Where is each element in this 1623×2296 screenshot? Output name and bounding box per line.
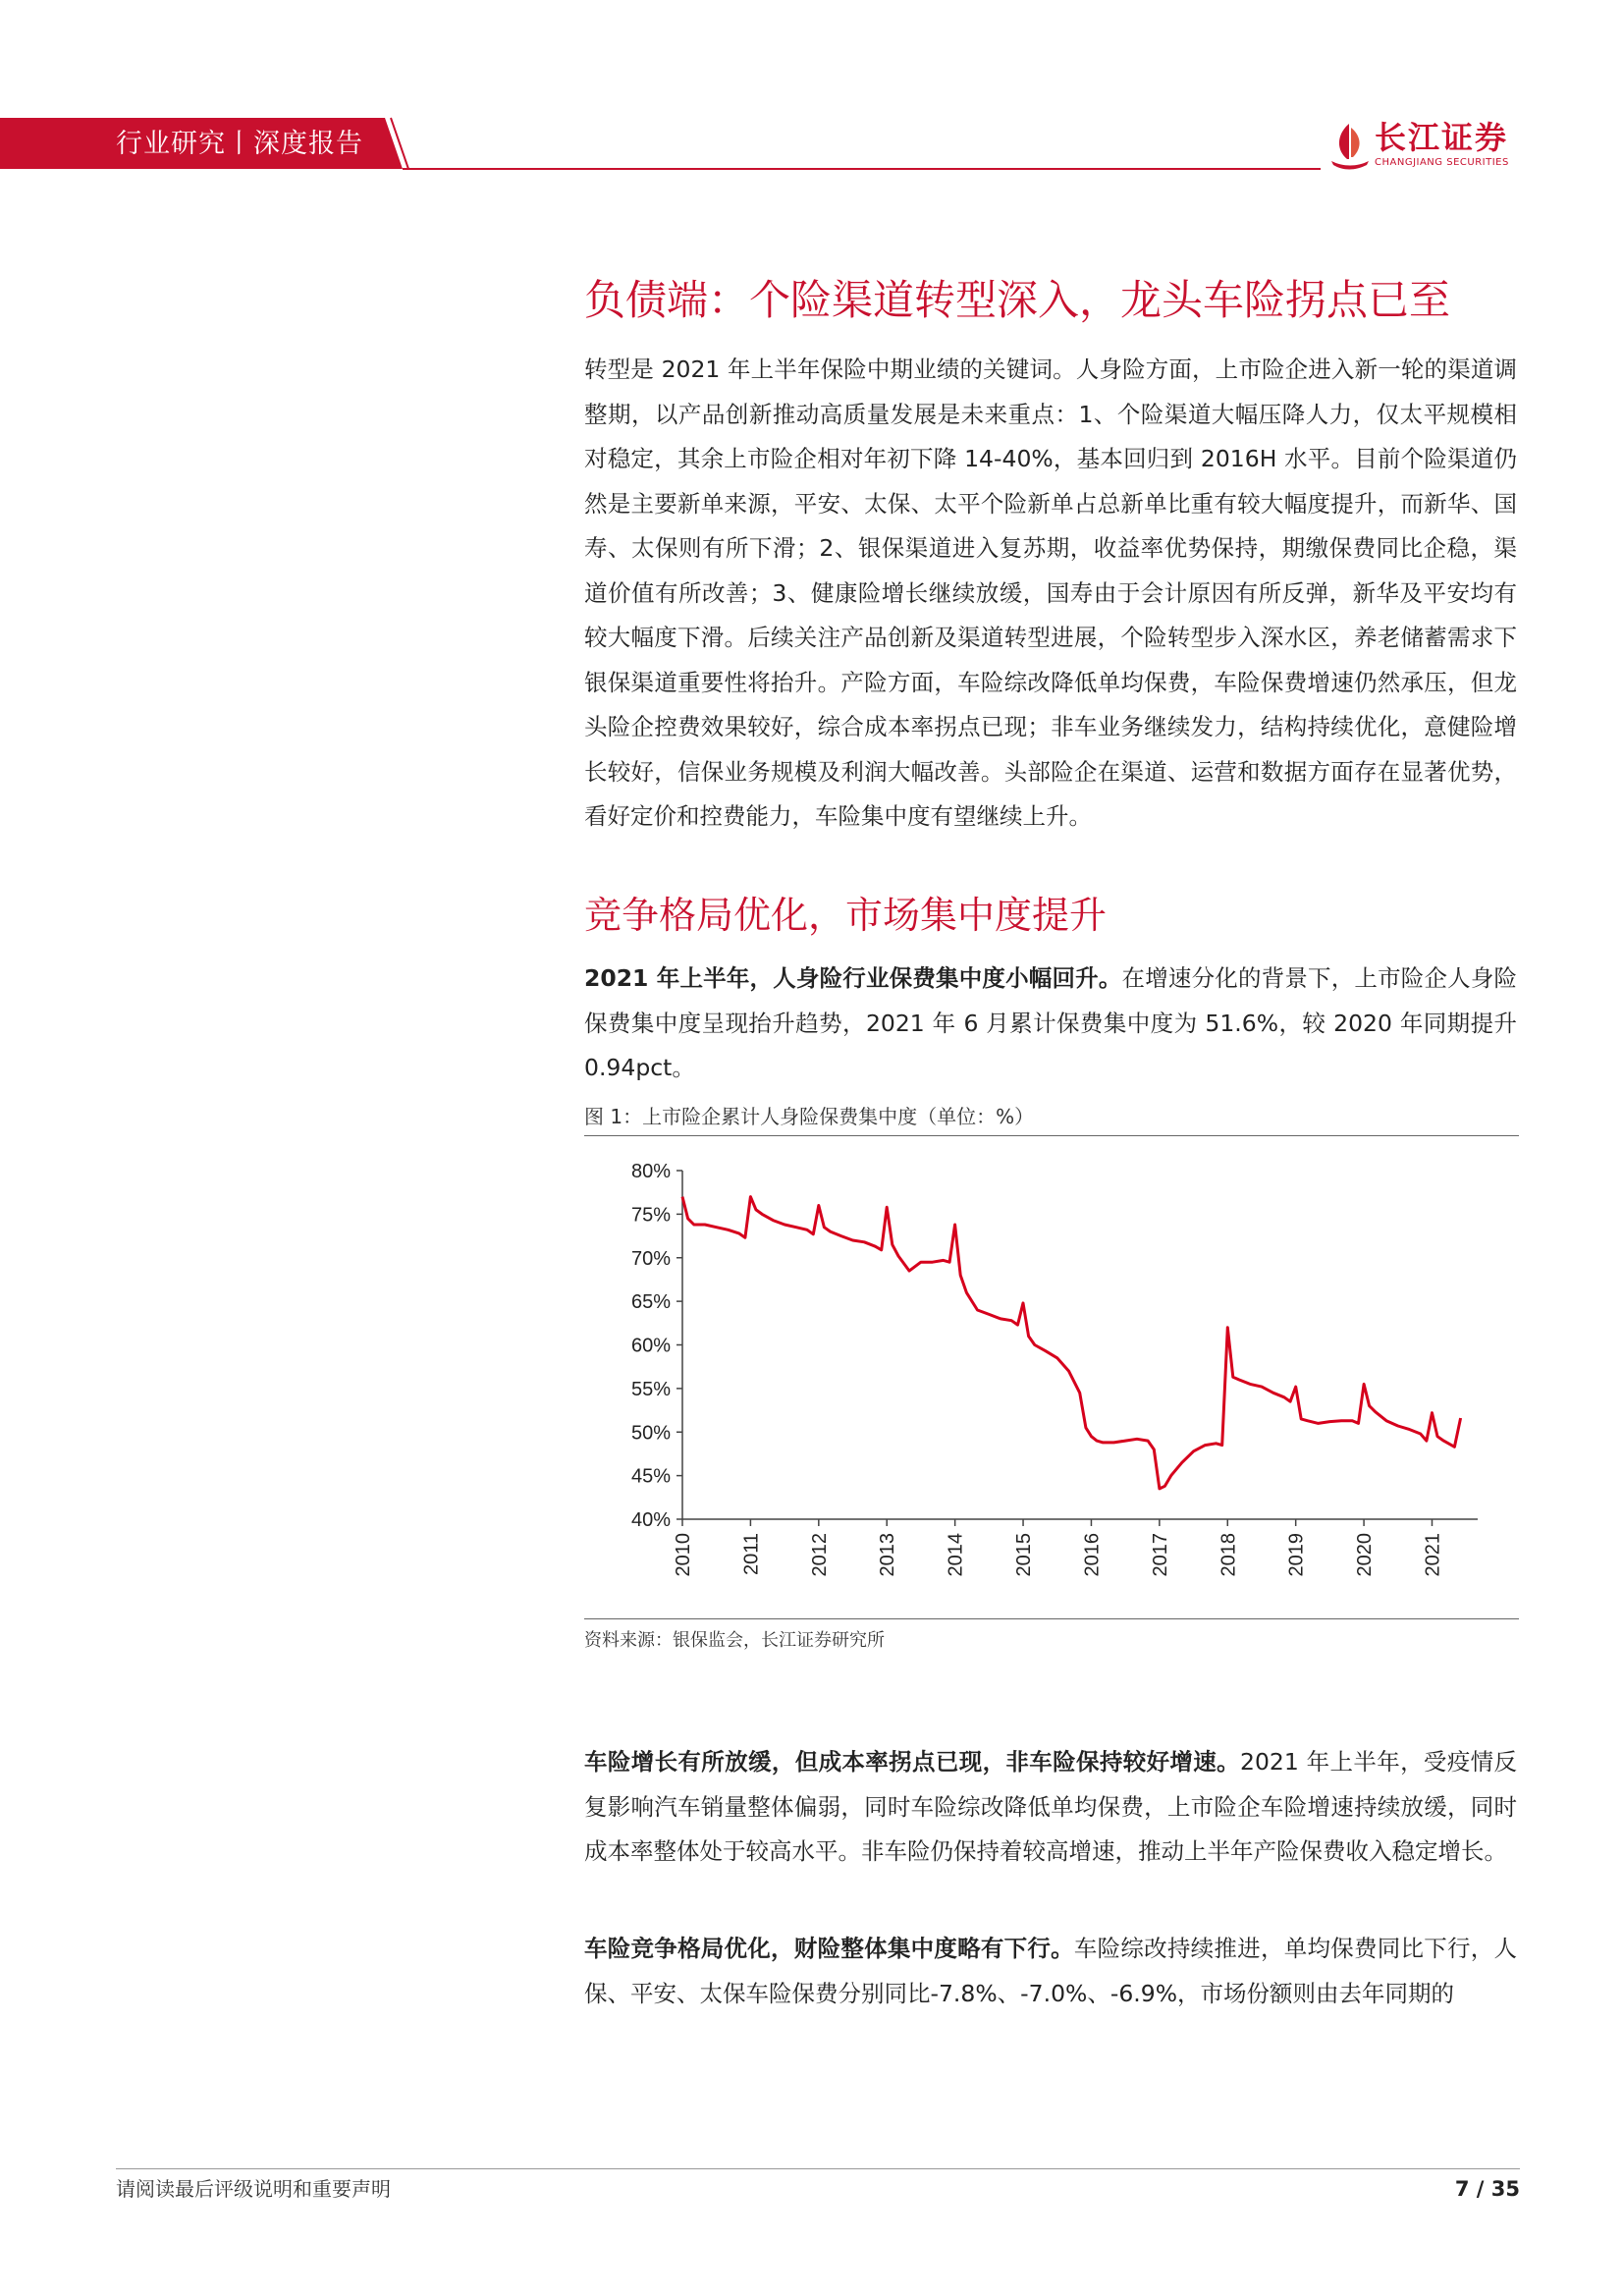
x-tick-label: 2018 bbox=[1217, 1533, 1240, 1577]
figure-bottom-rule bbox=[584, 1618, 1519, 1619]
y-tick-label: 70% bbox=[630, 1247, 671, 1270]
data-point bbox=[1204, 1444, 1206, 1446]
x-tick-label: 2019 bbox=[1285, 1533, 1308, 1577]
data-point bbox=[784, 1224, 785, 1226]
x-tick-label: 2011 bbox=[740, 1533, 763, 1576]
data-point bbox=[1016, 1324, 1018, 1326]
data-point bbox=[908, 1270, 910, 1272]
sailboat-logo-icon bbox=[1327, 120, 1373, 171]
section-title-liabilities: 负债端：个险渠道转型深入，龙头车险拐点已至 bbox=[584, 276, 1451, 324]
data-point bbox=[1102, 1442, 1104, 1444]
data-point bbox=[988, 1313, 990, 1315]
data-point bbox=[761, 1213, 763, 1215]
paragraph-auto-body: 2021 年上半年，受疫情反复影响汽车销量整体偏弱，同时车险综改降低单均保费，上市险企车险增速持续放缓，同时成本率整体处于较高水平。非车险仍保持着较高增速，推动上半年产险保费收入稳定增长。 bbox=[584, 1748, 1518, 1865]
data-point bbox=[1306, 1420, 1308, 1422]
data-point bbox=[716, 1227, 718, 1229]
data-point bbox=[1163, 1485, 1165, 1487]
data-point bbox=[851, 1239, 853, 1241]
data-point bbox=[920, 1261, 922, 1263]
footer-rule bbox=[116, 2168, 1520, 2169]
data-point bbox=[840, 1234, 842, 1236]
data-point bbox=[1426, 1440, 1428, 1442]
data-point bbox=[1442, 1440, 1444, 1442]
data-point bbox=[1170, 1474, 1172, 1476]
data-point bbox=[686, 1218, 688, 1220]
data-point bbox=[1085, 1427, 1087, 1429]
data-point bbox=[823, 1227, 825, 1229]
data-point bbox=[812, 1233, 814, 1235]
paragraph-property-concentration bbox=[584, 1927, 1517, 2016]
paragraph-auto-lead: 车险增长有所放缓，但成本率拐点已现，非车险保持较好增速。 bbox=[584, 1748, 1241, 1776]
paragraph-auto-insurance bbox=[584, 1740, 1517, 1875]
data-point bbox=[1375, 1411, 1377, 1413]
logo-name: 长江证券 bbox=[1375, 119, 1509, 156]
page-number: 7 / 35 bbox=[1454, 2177, 1520, 2201]
y-tick-label: 60% bbox=[630, 1335, 671, 1357]
data-point bbox=[886, 1206, 888, 1208]
paragraph-concentration bbox=[584, 957, 1517, 1091]
x-tick-label: 2013 bbox=[877, 1533, 899, 1577]
data-point bbox=[681, 1195, 683, 1197]
data-point bbox=[948, 1261, 950, 1263]
data-point bbox=[892, 1243, 893, 1245]
concentration-line-chart bbox=[584, 1141, 1519, 1613]
data-point bbox=[1153, 1449, 1155, 1450]
report-type-label: 行业研究丨深度报告 bbox=[116, 129, 363, 159]
data-point bbox=[1232, 1376, 1234, 1378]
y-tick-label: 65% bbox=[630, 1291, 671, 1314]
data-point bbox=[1283, 1396, 1285, 1398]
paragraph-concentration-body: 在增速分化的背景下，上市险企人身险保费集中度呈现抬升趋势，2021 年 6 月累计保费集中度为 51.6%，较 2020 年同期提升 0.94pct。 bbox=[584, 964, 1518, 1081]
data-point bbox=[1067, 1370, 1069, 1372]
data-point bbox=[795, 1227, 797, 1229]
data-point bbox=[1249, 1383, 1251, 1385]
data-point bbox=[1261, 1386, 1263, 1388]
section-title-competition: 竞争格局优化，市场集中度提升 bbox=[584, 894, 1108, 937]
data-point bbox=[1090, 1436, 1092, 1438]
data-point bbox=[897, 1255, 899, 1257]
y-tick-label: 45% bbox=[630, 1465, 671, 1488]
data-point bbox=[1289, 1400, 1291, 1402]
data-point bbox=[1136, 1438, 1138, 1440]
series-line-concentration bbox=[682, 1197, 1461, 1489]
data-point bbox=[1221, 1444, 1223, 1446]
data-point bbox=[744, 1236, 746, 1238]
data-point bbox=[943, 1259, 945, 1261]
data-point bbox=[1238, 1379, 1240, 1381]
data-point bbox=[932, 1261, 934, 1263]
data-point bbox=[693, 1224, 695, 1226]
data-point bbox=[737, 1232, 739, 1234]
data-point bbox=[772, 1219, 774, 1221]
logo-english: CHANGJIANG SECURITIES bbox=[1375, 157, 1509, 168]
x-tick-label: 2015 bbox=[1013, 1533, 1036, 1577]
y-tick-label: 80% bbox=[630, 1161, 671, 1182]
data-point bbox=[1459, 1417, 1461, 1419]
y-tick-label: 50% bbox=[630, 1422, 671, 1445]
data-point bbox=[1317, 1422, 1319, 1424]
x-tick-label: 2012 bbox=[808, 1533, 831, 1577]
data-point bbox=[1420, 1433, 1422, 1435]
data-point bbox=[1300, 1418, 1302, 1420]
data-point bbox=[1000, 1318, 1001, 1320]
paragraph-transformation: 转型是 2021 年上半年保险中期业绩的关键词。人身险方面，上市险企进入新一轮的渠道调整期，以产品创新推动高质量发展是未来重点：1、个险渠道大幅压降人力，仅太平规模相对稳定，其余上市险企相对年初下降 14-40%，基本回归到 2016H 水平。目前个险渠道仍然是主要新单来源，平安、太保、太平个险新单占总新单比重有较大幅度提升，而新华、国寿、太保则有所下滑；2、银保渠道进入复苏期，收益率优势保持，期缴保费同比企稳，渠道价值有所改善；3、健康险增长继续放缓，国寿由于会计原因有所反弹，新华及平安均有较大幅度下滑。后续关注产品创新及渠道转型进展，个险转型步入深水区，养老储蓄需求下银保渠道重要性将抬升。产险方面，车险综改降低单均保费，车险保费增速仍然承压，但龙头险企控费效果较好，综合成本率拐点已现；非车业务继续发力，结构持续优化，意健险增长较好，信保业务规模及利润大幅改善。头部险企在渠道、运营和数据方面存在显著优势，看好定价和控费能力，车险集中度有望继续上升。 bbox=[584, 355, 1517, 830]
data-point bbox=[1124, 1440, 1126, 1442]
data-point bbox=[1431, 1412, 1433, 1414]
data-point bbox=[1112, 1442, 1114, 1444]
data-point bbox=[818, 1204, 820, 1206]
paragraph-property-body: 车险综改持续推进，单均保费同比下行，人保、平安、太保车险保费分别同比-7.8%、-7.0%、-6.9%，市场份额则由去年同期的 bbox=[584, 1935, 1518, 2007]
data-point bbox=[704, 1224, 706, 1226]
x-tick-label: 2021 bbox=[1422, 1533, 1444, 1577]
data-point bbox=[1397, 1425, 1399, 1427]
company-logo bbox=[1327, 120, 1534, 175]
data-point bbox=[1215, 1443, 1217, 1445]
x-tick-label: 2016 bbox=[1081, 1533, 1104, 1577]
data-point bbox=[1027, 1335, 1029, 1337]
paragraph-property-lead: 车险竞争格局优化，财险整体集中度略有下行。 bbox=[584, 1935, 1074, 1962]
data-point bbox=[874, 1245, 876, 1247]
x-tick-label: 2020 bbox=[1354, 1533, 1377, 1577]
y-tick-label: 40% bbox=[630, 1509, 671, 1531]
data-point bbox=[755, 1209, 757, 1211]
data-point bbox=[1357, 1422, 1359, 1424]
data-point bbox=[863, 1241, 865, 1243]
data-point bbox=[965, 1291, 967, 1293]
data-point bbox=[1192, 1450, 1194, 1452]
x-tick-label: 2014 bbox=[945, 1533, 967, 1577]
data-point bbox=[1453, 1446, 1455, 1448]
data-point bbox=[1328, 1420, 1330, 1422]
data-point bbox=[959, 1274, 961, 1276]
data-point bbox=[1295, 1386, 1297, 1388]
data-point bbox=[1272, 1392, 1274, 1394]
data-point bbox=[749, 1195, 751, 1197]
data-point bbox=[1226, 1327, 1228, 1329]
data-point bbox=[1010, 1320, 1012, 1322]
data-point bbox=[1079, 1392, 1081, 1394]
data-point bbox=[829, 1230, 831, 1232]
header-band bbox=[0, 0, 1623, 177]
footer-disclaimer: 请阅读最后评级说明和重要声明 bbox=[116, 2177, 391, 2201]
x-tick-label: 2010 bbox=[673, 1533, 694, 1577]
data-point bbox=[953, 1224, 955, 1226]
y-tick-label: 55% bbox=[630, 1378, 671, 1400]
data-point bbox=[1045, 1350, 1047, 1352]
figure-source: 资料来源：银保监会，长江证券研究所 bbox=[584, 1630, 885, 1651]
data-point bbox=[976, 1309, 978, 1311]
data-point bbox=[806, 1229, 808, 1230]
data-point bbox=[1368, 1404, 1370, 1406]
data-point bbox=[1147, 1440, 1149, 1442]
data-point bbox=[1096, 1440, 1098, 1442]
paragraph-concentration-lead: 2021 年上半年，人身险行业保费集中度小幅回升。 bbox=[584, 964, 1122, 992]
figure-top-rule bbox=[584, 1135, 1519, 1136]
figure-title: 图 1：上市险企累计人身险保费集中度（单位：%） bbox=[584, 1105, 1035, 1128]
data-point bbox=[1436, 1436, 1438, 1438]
data-point bbox=[1022, 1302, 1024, 1304]
data-point bbox=[1340, 1420, 1342, 1422]
data-point bbox=[1159, 1488, 1161, 1490]
data-point bbox=[727, 1229, 729, 1230]
data-point bbox=[1056, 1357, 1058, 1359]
data-point bbox=[881, 1249, 883, 1251]
data-point bbox=[1408, 1428, 1410, 1430]
x-tick-label: 2017 bbox=[1149, 1533, 1171, 1577]
data-point bbox=[1034, 1343, 1036, 1345]
data-point bbox=[1181, 1461, 1183, 1463]
y-tick-label: 75% bbox=[630, 1204, 671, 1227]
data-point bbox=[1385, 1420, 1387, 1422]
data-point bbox=[1351, 1420, 1353, 1422]
data-point bbox=[1363, 1383, 1365, 1385]
